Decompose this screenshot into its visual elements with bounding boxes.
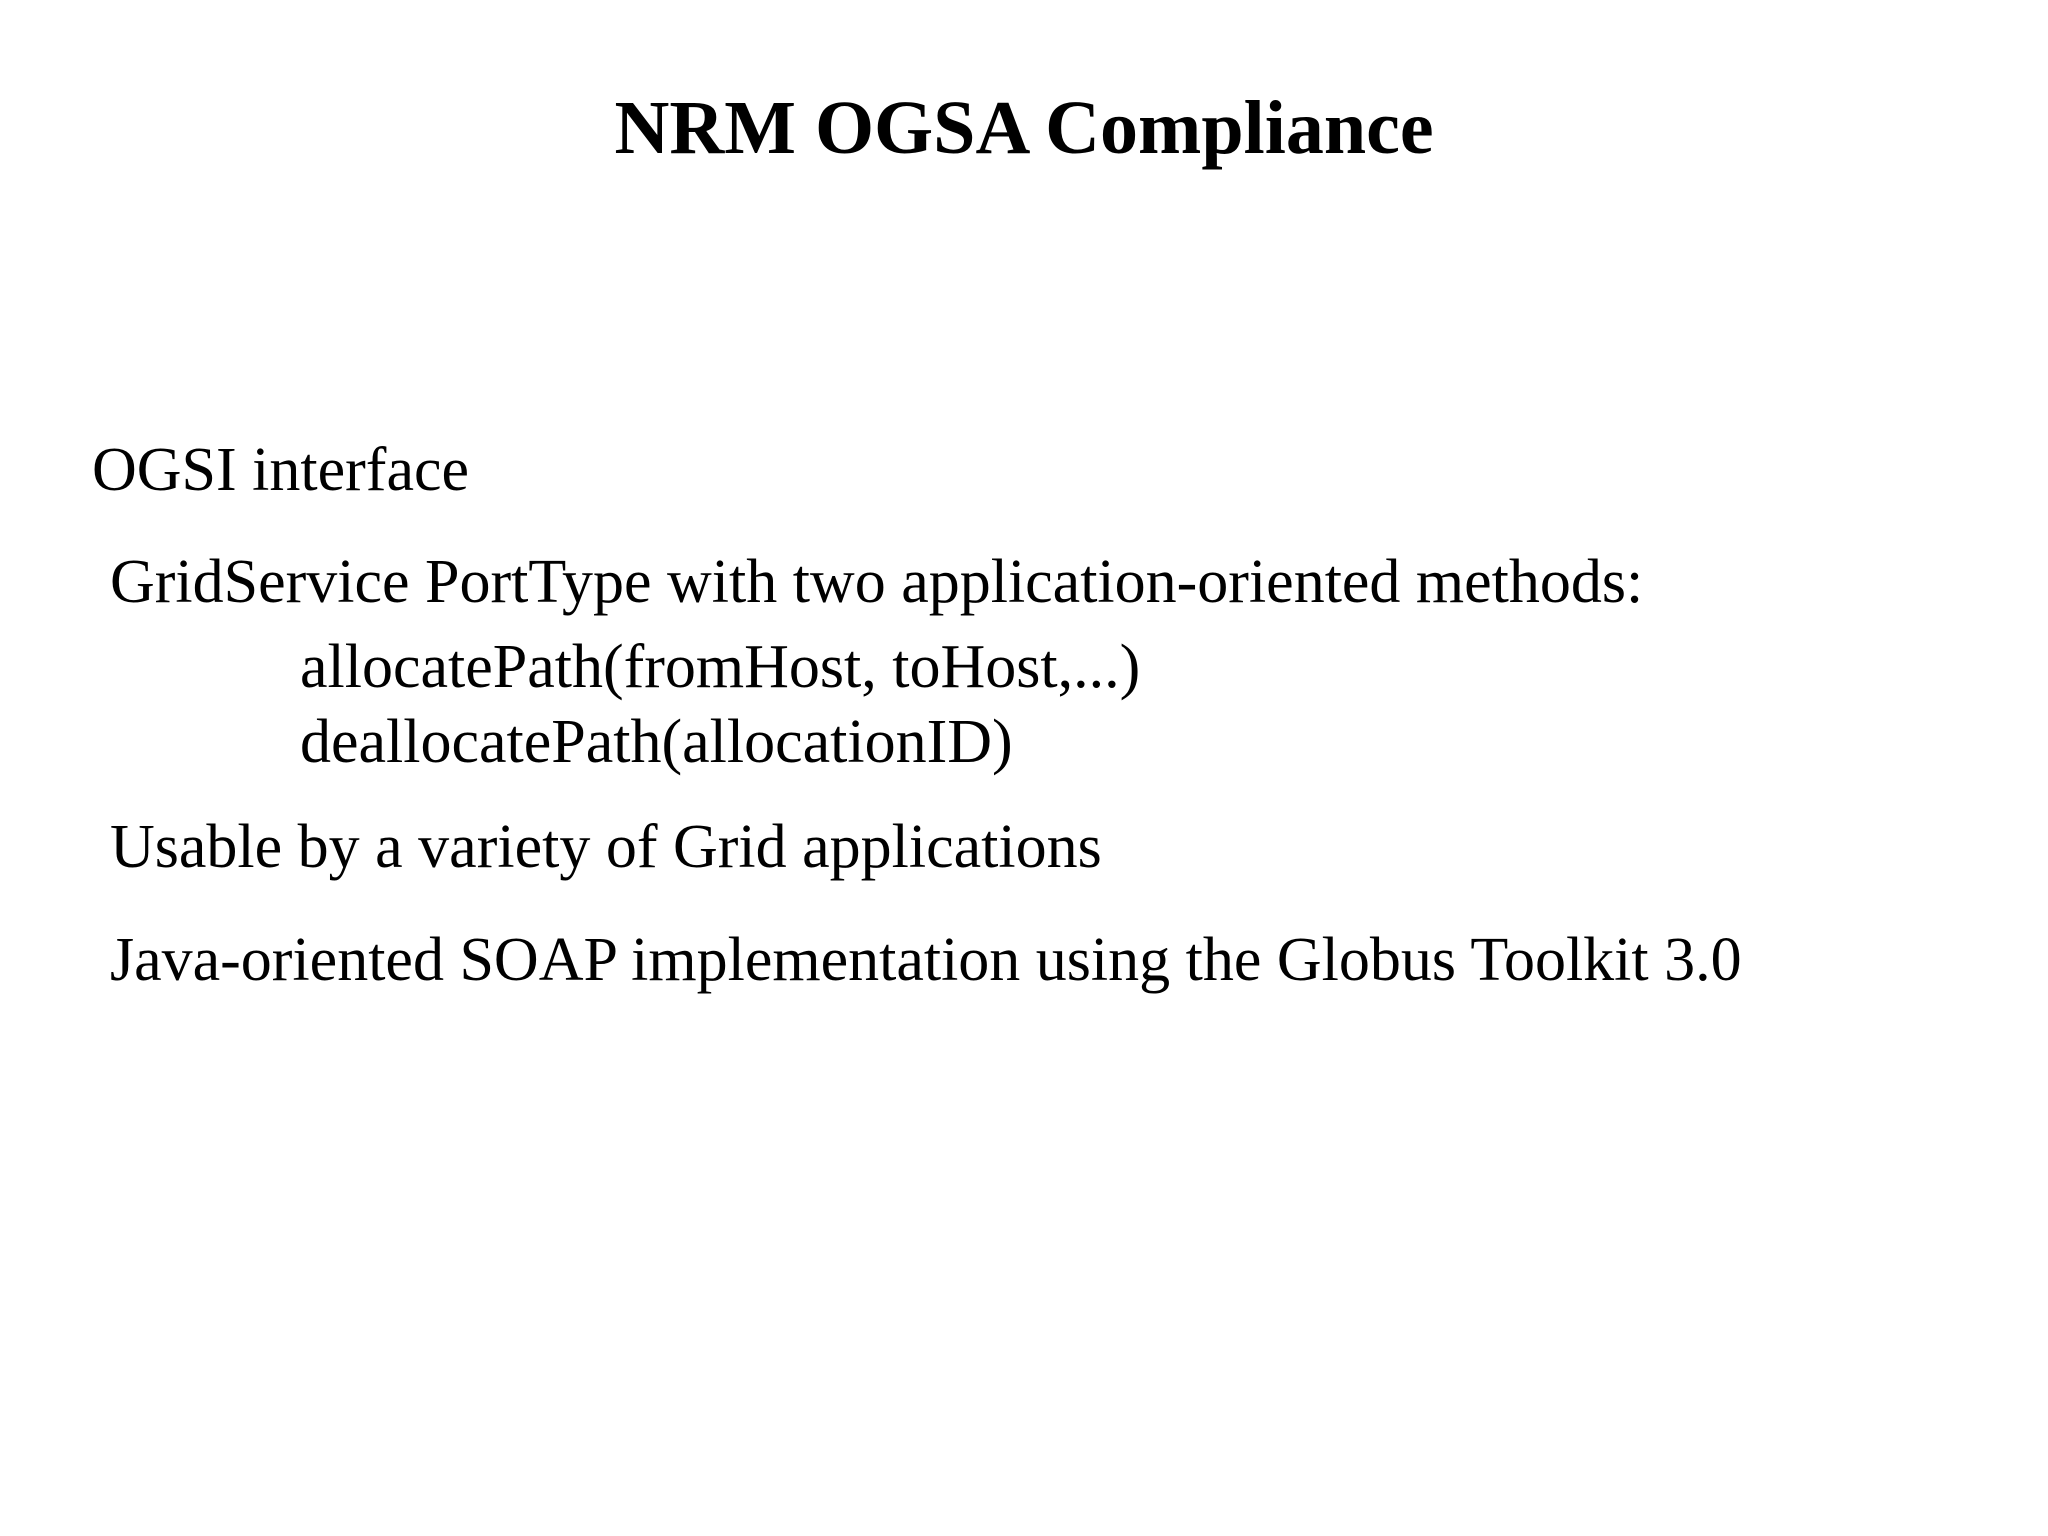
bullet-usable-by-grid-applications: Usable by a variety of Grid applications bbox=[110, 813, 1102, 881]
method-deallocate-path: deallocatePath(allocationID) bbox=[300, 708, 1013, 776]
section-heading-ogsi-interface: OGSI interface bbox=[92, 436, 469, 504]
slide-title: NRM OGSA Compliance bbox=[614, 86, 1434, 170]
bullet-java-soap-implementation: Java-oriented SOAP implementation using the Globus Toolkit 3.0 bbox=[110, 926, 1742, 994]
method-allocate-path: allocatePath(fromHost, toHost,...) bbox=[300, 633, 1141, 701]
bullet-gridservice-porttype: GridService PortType with two application-oriented methods: bbox=[110, 548, 1644, 616]
